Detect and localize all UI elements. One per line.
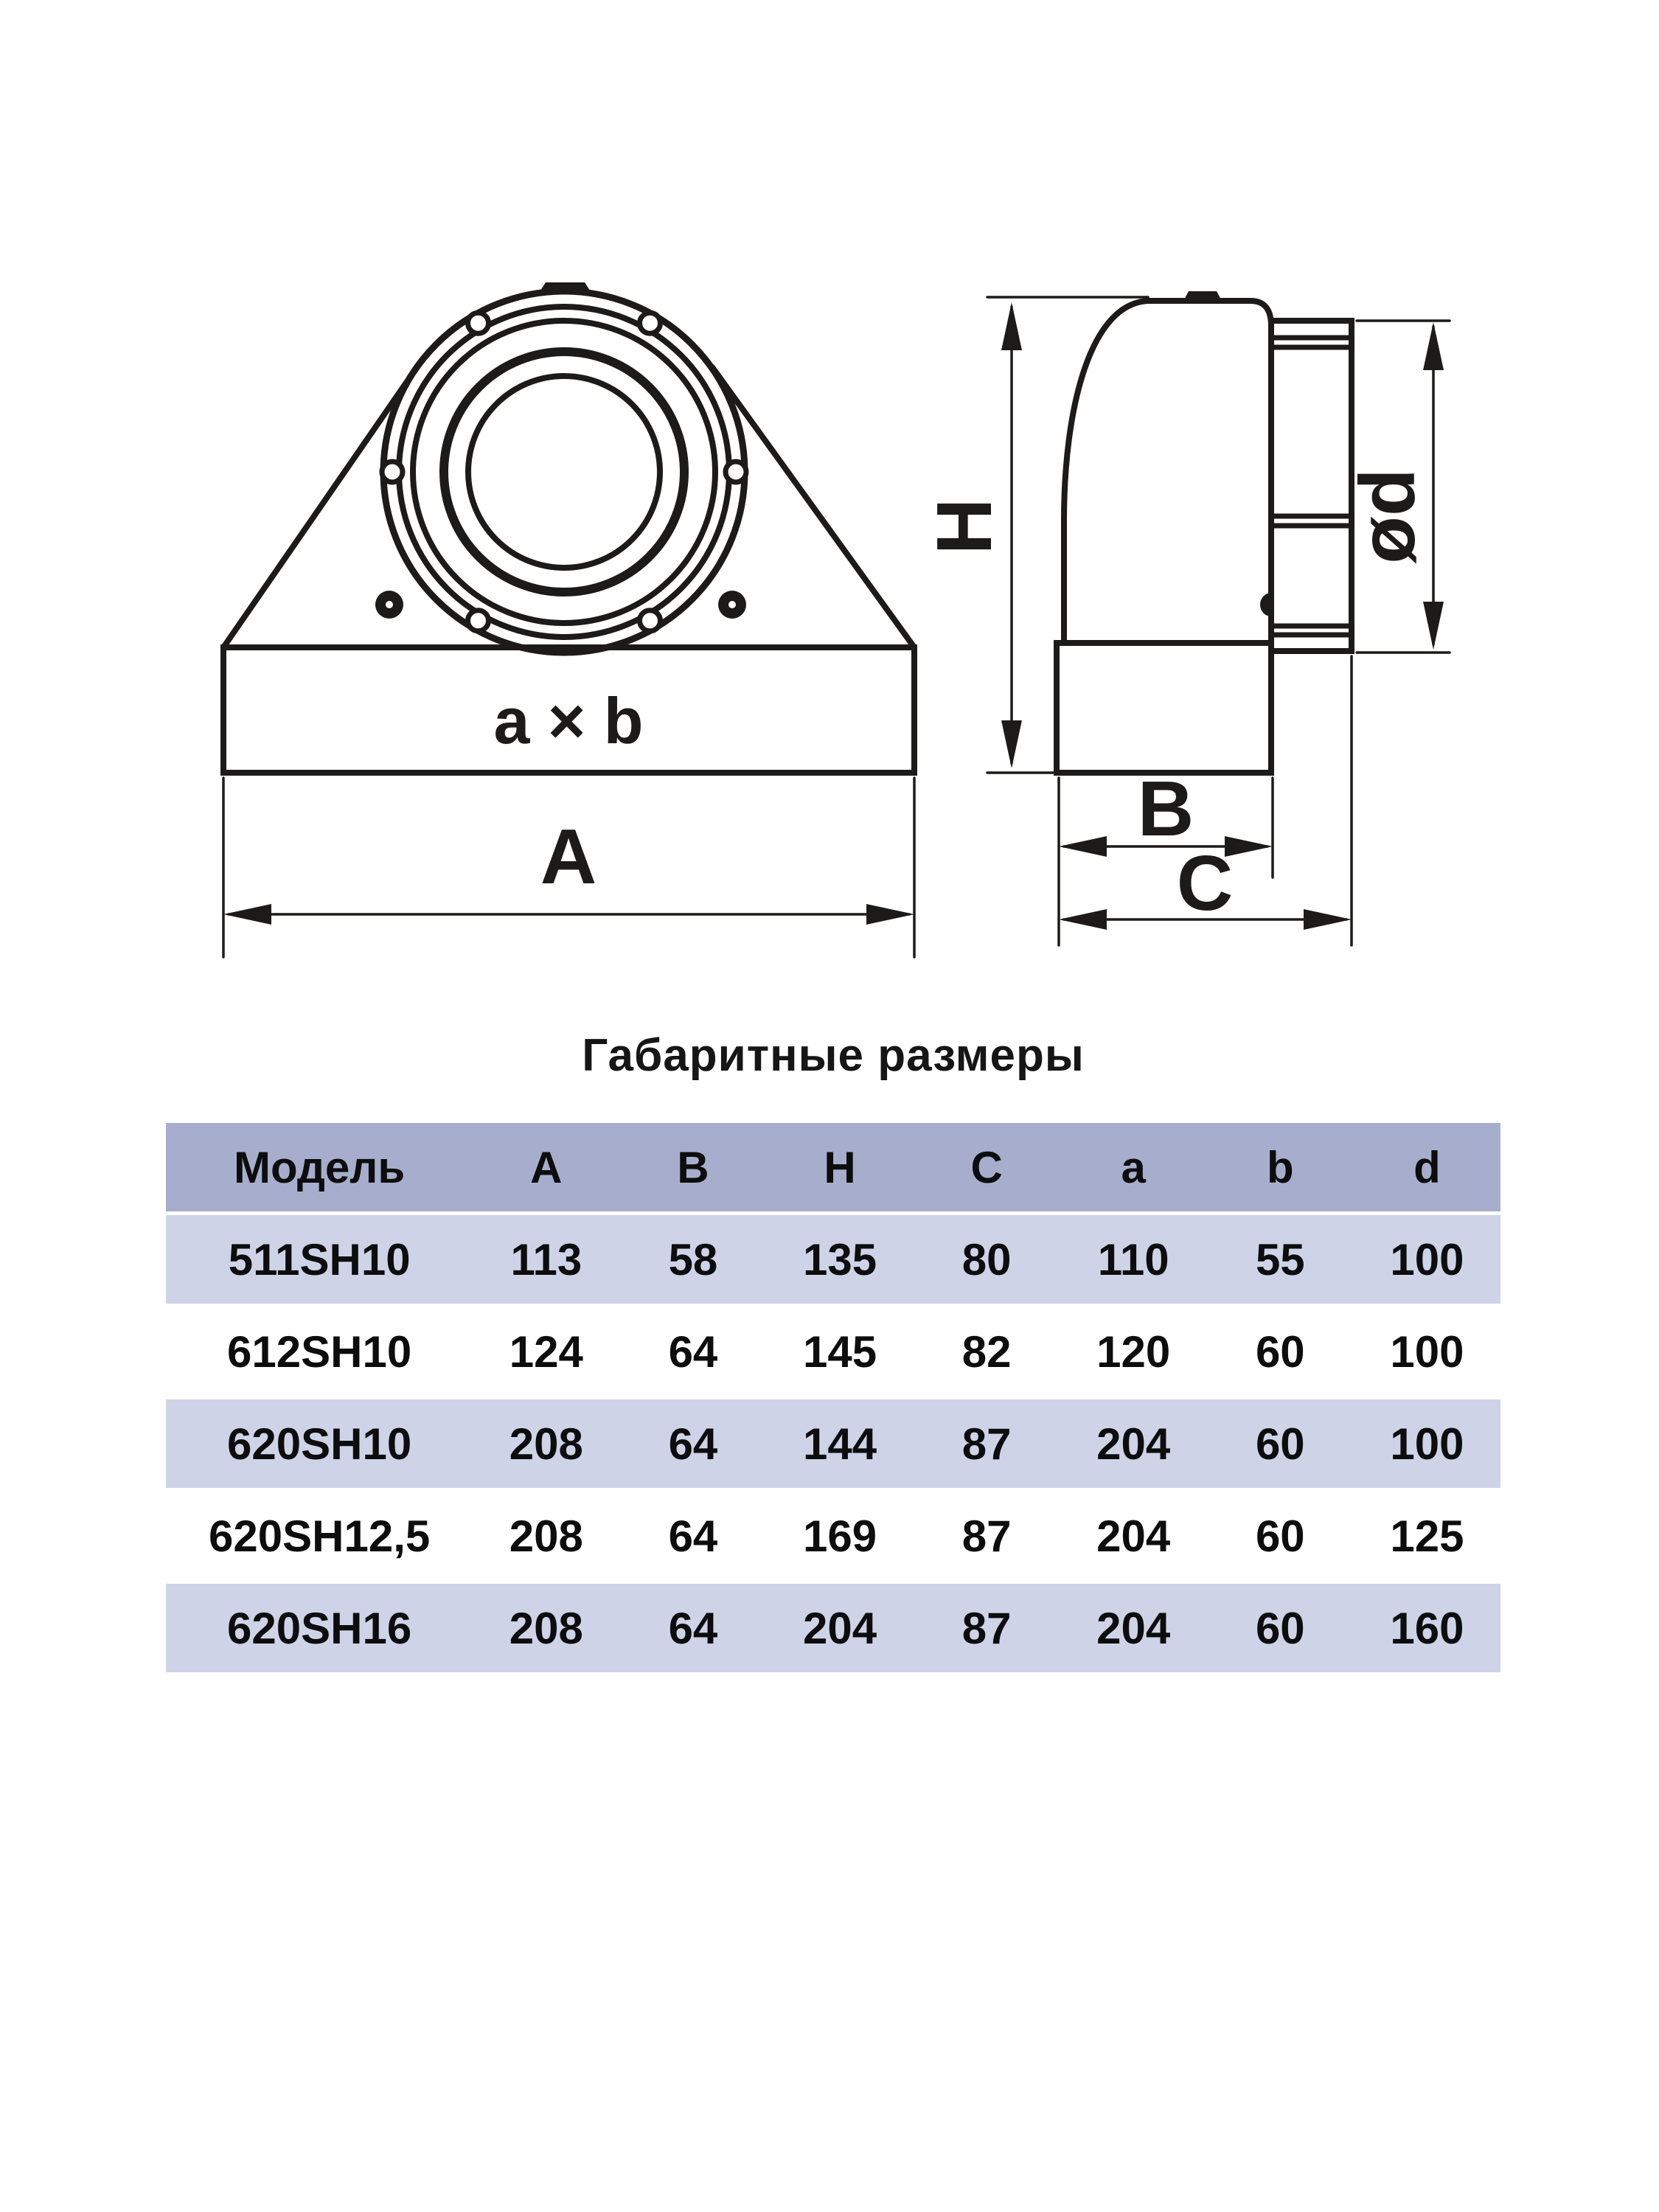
value-C: 82 [961,1326,1012,1377]
value-b: 55 [1255,1234,1305,1284]
column-header-d: d [1413,1142,1441,1192]
table-row [166,1215,1500,1304]
value-a: 110 [1097,1234,1169,1284]
value-b: 60 [1255,1511,1305,1561]
side-base-rect [1057,643,1271,773]
collar-notched-ring [413,321,715,623]
side-body-outline [1064,301,1271,643]
column-header-B: B [677,1142,709,1192]
model-name: 511SH10 [228,1234,411,1284]
value-b: 60 [1255,1603,1305,1653]
value-H: 169 [802,1511,877,1561]
value-B: 64 [668,1326,718,1377]
value-B: 58 [668,1234,718,1284]
duct-size-label: a × b [493,684,644,757]
column-header-a: a [1121,1142,1146,1192]
collar-notches [382,313,746,631]
value-B: 64 [668,1603,718,1653]
value-A: 124 [509,1326,583,1377]
value-a: 120 [1096,1326,1171,1377]
value-d: 100 [1390,1419,1464,1469]
table-row [166,1492,1500,1580]
spigot-rect [1271,321,1352,651]
column-header-H: H [824,1142,856,1192]
model-name: 620SH12,5 [209,1511,431,1561]
table-row [166,1307,1500,1396]
model-name: 620SH16 [227,1603,412,1653]
value-B: 64 [668,1511,718,1561]
value-a: 204 [1096,1419,1171,1469]
dimension-drawing [0,0,1659,1003]
value-C: 87 [961,1603,1012,1653]
collar-outer-circle [383,291,745,653]
column-header-C: C [970,1142,1003,1192]
pipe-outer-circle [444,352,684,592]
width-label-A: A [540,813,597,900]
value-A: 208 [509,1511,583,1561]
value-d: 100 [1390,1234,1464,1284]
table-row [166,1584,1500,1672]
value-d: 125 [1390,1511,1464,1561]
model-name: 612SH10 [227,1326,412,1377]
column-header-model: Модель [234,1142,406,1192]
value-C: 80 [961,1234,1012,1284]
height-label-H: H [921,498,1008,555]
model-name: 620SH10 [227,1419,412,1469]
value-C: 87 [961,1419,1012,1469]
dimension-H [987,297,1148,773]
value-A: 208 [509,1419,583,1469]
value-C: 87 [961,1511,1012,1561]
base-depth-label-B: B [1137,765,1194,852]
value-H: 144 [802,1419,877,1469]
value-H: 204 [802,1603,877,1653]
spigot-ridges [1271,338,1352,635]
value-b: 60 [1255,1419,1305,1469]
value-H: 145 [802,1326,877,1377]
diameter-label-od: ød [1344,468,1431,564]
value-a: 204 [1096,1511,1171,1561]
spigot-detent [1260,593,1271,616]
value-b: 60 [1255,1326,1305,1377]
side-top-tab [1183,291,1222,301]
full-depth-label-C: C [1176,840,1234,927]
front-top-tab [539,282,591,293]
column-header-b: b [1266,1142,1294,1192]
column-header-A: A [530,1142,563,1192]
pipe-inner-circle [468,376,660,568]
value-H: 135 [802,1234,877,1284]
value-A: 113 [510,1234,582,1284]
value-a: 204 [1096,1603,1171,1653]
value-A: 208 [509,1603,583,1653]
table-row [166,1399,1500,1488]
value-d: 100 [1390,1326,1464,1377]
page-title: Габаритные размеры [582,1030,1085,1081]
dimensions-table [166,1123,1500,1676]
collar-second-circle [399,307,729,637]
value-d: 160 [1390,1603,1464,1653]
value-B: 64 [668,1419,718,1469]
table-header-row [166,1123,1500,1211]
